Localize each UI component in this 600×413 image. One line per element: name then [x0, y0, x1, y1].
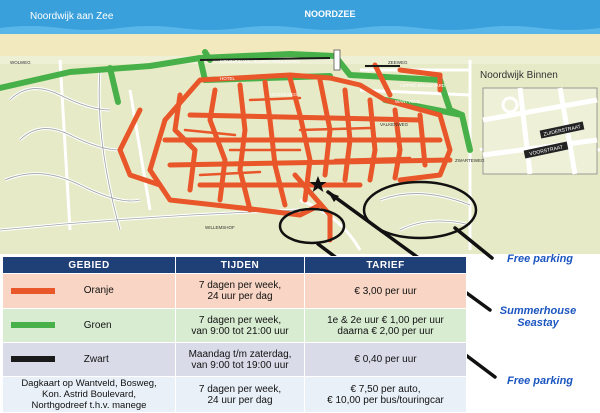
street-label-1: KONINGIN WILHELMINA BOULEVARD: [220, 59, 300, 64]
street-label-2: HOTEL: [220, 76, 236, 81]
zone-cell: [3, 274, 176, 309]
street-label-5: VALKENWEG: [380, 122, 409, 127]
times-cell: Maandag t/m zaterdag, van 9:00 tot 19:00 uur: [176, 343, 305, 377]
rate-cell: 1e & 2e uur € 1,00 per uur daarna € 2,00 per uur: [305, 309, 467, 343]
sea-label: NOORDZEE: [304, 9, 356, 19]
times-cell: 7 dagen per week, 24 uur per dag: [176, 377, 305, 413]
rate-cell: € 3,00 per uur: [305, 274, 467, 309]
table-row: [3, 309, 467, 343]
free-parking-callout-bottom: Free parking: [506, 375, 574, 387]
town-inland-label: Noordwijk Binnen: [480, 70, 558, 81]
header-area: GEBIED: [3, 257, 176, 274]
svg-text:VOORSTRAAT: VOORSTRAAT: [528, 144, 564, 158]
zone-cell: Dagkaart op Wantveld, Bosweg, Kon. Astrid Boulevard, Northgodreef t.h.v. manege: [3, 377, 176, 413]
orange-swatch: [11, 288, 55, 294]
header-rate: TARIEF: [305, 257, 467, 274]
zone-cell: [3, 309, 176, 343]
zone-name: Groen: [83, 319, 112, 331]
table-row: [3, 377, 467, 413]
table-row: [3, 274, 467, 309]
header-times: TIJDEN: [176, 257, 305, 274]
parking-tariff-table: [2, 256, 467, 413]
black-swatch: [11, 356, 55, 362]
zone-cell: [3, 343, 176, 377]
zone-name: Oranje: [83, 285, 114, 297]
summerhouse-line2: Seastay: [517, 317, 559, 329]
free-parking-callout-top: Free parking: [506, 253, 574, 265]
rate-cell: € 0,40 per uur: [305, 343, 467, 377]
lighthouse-icon: [334, 50, 340, 70]
street-label-7: WOLWEG: [10, 60, 31, 65]
svg-text:ZUIDERSTRAAT: ZUIDERSTRAAT: [543, 124, 582, 138]
street-label-8: WILLEMSHOF: [205, 225, 235, 230]
times-cell: 7 dagen per week, van 9:00 tot 21:00 uur: [176, 309, 305, 343]
street-label-9: HOOGEWEG: [270, 92, 298, 97]
summerhouse-line1: Summerhouse: [499, 305, 577, 317]
rate-cell: € 7,50 per auto, € 10,00 per bus/touringcar: [305, 377, 467, 413]
town-sea-label: Noordwijk aan Zee: [30, 11, 114, 22]
summerhouse-callout: [480, 305, 596, 329]
times-cell: 7 dagen per week, 24 uur per dag: [176, 274, 305, 309]
street-label-4: WANTVELD: [395, 99, 420, 104]
green-swatch: [11, 322, 55, 328]
table-row: [3, 343, 467, 377]
zone-name: Zwart: [83, 353, 109, 365]
street-label-3: ZEEWEG: [388, 60, 408, 65]
street-label-6: ASTRID BOULEVARD: [400, 83, 446, 88]
street-label-11: ZWARTEWEG: [455, 158, 485, 163]
